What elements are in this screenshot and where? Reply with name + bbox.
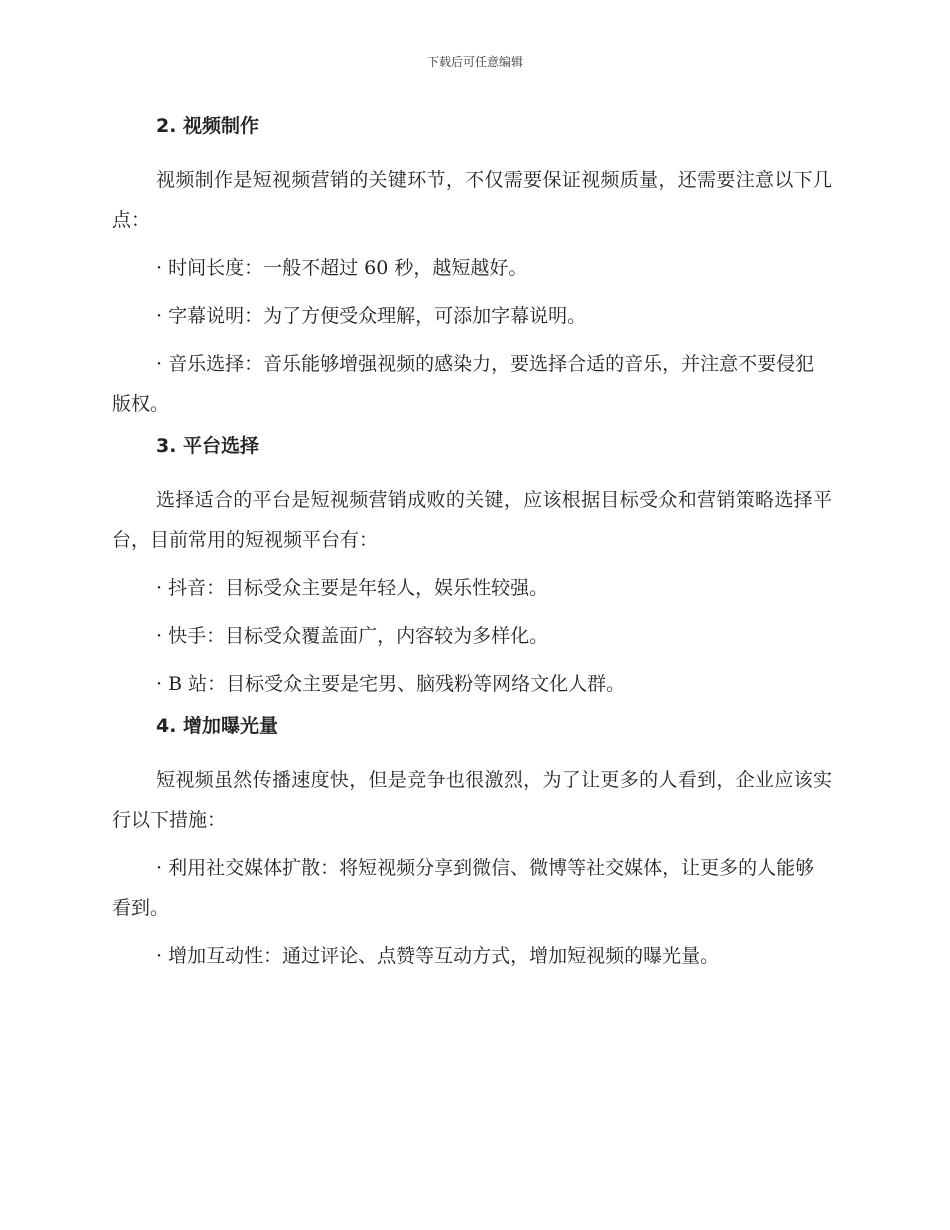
bullet-item: · 字幕说明：为了方便受众理解，可添加字幕说明。	[156, 305, 587, 327]
bullet-item: · 时间长度：一般不超过 60 秒，越短越好。	[156, 257, 528, 279]
section-intro-platform-selection: 选择适合的平台是短视频营销成败的关键，应该根据目标受众和营销策略选择平台，目前常用的短视频平台有：	[112, 489, 832, 551]
bullet-item: · B 站：目标受众主要是宅男、脑残粉等网络文化人群。	[156, 673, 626, 695]
document-body	[112, 112, 832, 984]
section-heading-platform-selection: 3. 平台选择	[156, 435, 260, 457]
section-heading-video-production: 2. 视频制作	[156, 115, 260, 137]
section-intro-video-production: 视频制作是短视频营销的关键环节，不仅需要保证视频质量，还需要注意以下几点：	[112, 169, 832, 231]
bullet-item: · 利用社交媒体扩散：将短视频分享到微信、微博等社交媒体，让更多的人能够看到。	[112, 857, 815, 919]
page-header: 下载后可任意编辑	[426, 55, 523, 69]
section-heading-exposure: 4. 增加曝光量	[156, 715, 279, 737]
bullet-item: · 增加互动性：通过评论、点赞等互动方式，增加短视频的曝光量。	[156, 945, 720, 967]
section-intro-exposure: 短视频虽然传播速度快，但是竞争也很激烈，为了让更多的人看到，企业应该实行以下措施：	[112, 769, 832, 831]
bullet-item: · 音乐选择：音乐能够增强视频的感染力，要选择合适的音乐，并注意不要侵犯版权。	[112, 353, 815, 415]
bullet-item: · 快手：目标受众覆盖面广，内容较为多样化。	[156, 625, 549, 647]
bullet-item: · 抖音：目标受众主要是年轻人，娱乐性较强。	[156, 577, 549, 599]
